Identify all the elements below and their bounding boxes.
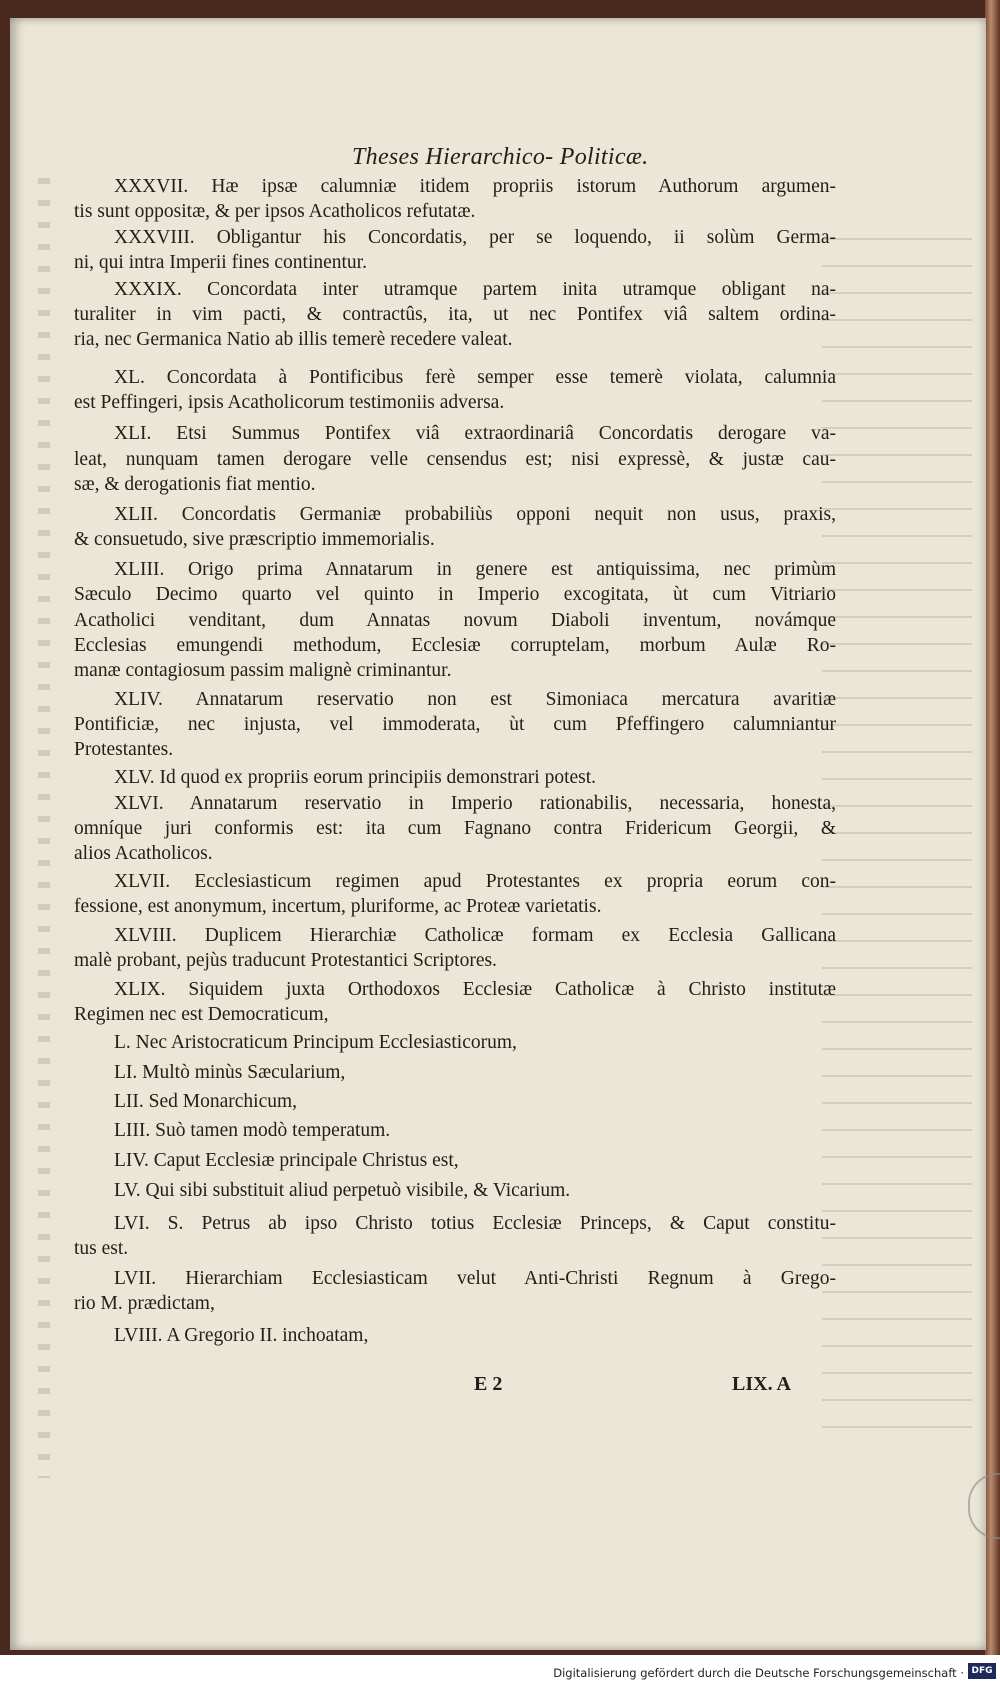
text-line: XXXIX. Concordata inter utramque partem inita utramque obligant na- <box>114 279 836 300</box>
text-line: ria, nec Germanica Natio ab illis temerè recedere valeat. <box>74 329 513 350</box>
running-heading: Theses Hierarchico- Politicæ. <box>352 144 649 170</box>
text-line: XLI. Etsi Summus Pontifex viâ extraordinariâ Concordatis derogare va- <box>114 423 836 444</box>
text-line: tis sunt oppositæ, & per ipsos Acatholicos refutatæ. <box>74 201 476 222</box>
text-line: LIV. Caput Ecclesiæ principale Christus est, <box>114 1150 459 1171</box>
text-line: est Peffingeri, ipsis Acatholicorum testimoniis adversa. <box>74 392 505 413</box>
page-clip <box>968 1473 1000 1539</box>
book-page <box>10 18 986 1650</box>
text-line: rio M. prædictam, <box>74 1293 215 1314</box>
text-line: leat, nunquam tamen derogare velle censendus est; nisi expressè, & justæ cau- <box>74 449 836 470</box>
text-line: LII. Sed Monarchicum, <box>114 1091 298 1112</box>
footer-credit: Digitalisierung gefördert durch die Deutsche Forschungsgemeinschaft · <box>553 1666 964 1680</box>
text-line: LI. Multò minùs Sæcularium, <box>114 1062 346 1083</box>
text-line: XLIII. Origo prima Annatarum in genere est antiquissima, nec primùm <box>114 559 836 580</box>
text-line: fessione, est anonymum, incertum, pluriforme, ac Proteæ varietatis. <box>74 896 602 917</box>
text-line: alios Acatholicos. <box>74 843 213 864</box>
text-line: ni, qui intra Imperii fines continentur. <box>74 252 367 273</box>
text-line: XXXVIII. Obligantur his Concordatis, per se loquendo, ii solùm Germa- <box>114 227 836 248</box>
text-line: XLVI. Annatarum reservatio in Imperio rationabilis, necessaria, honesta, <box>114 793 836 814</box>
text-line: Sæculo Decimo quarto vel quinto in Imperio excogitata, ùt cum Vitriario <box>74 584 836 605</box>
text-line: L. Nec Aristocraticum Principum Ecclesiasticorum, <box>114 1032 517 1053</box>
text-line: LVII. Hierarchiam Ecclesiasticam velut Anti-Christi Regnum à Grego- <box>114 1268 836 1289</box>
text-line: Protestantes. <box>74 739 174 760</box>
dfg-logo: DFG <box>968 1663 996 1679</box>
catchword: LIX. A <box>732 1373 791 1395</box>
show-through-text <box>822 238 972 1438</box>
text-line: LVIII. A Gregorio II. inchoatam, <box>114 1325 369 1346</box>
text-line: omníque juri conformis est: ita cum Fagnano contra Fridericum Georgii, & <box>74 818 836 839</box>
book-cover-edge <box>985 0 1000 1655</box>
signature-mark: E 2 <box>474 1373 503 1395</box>
text-line: Ecclesias emungendi methodum, Ecclesiæ corruptelam, morbum Aulæ Ro- <box>74 635 836 656</box>
text-line: sæ, & derogationis fiat mentio. <box>74 474 316 495</box>
text-line: LV. Qui sibi substituit aliud perpetuò visibile, & Vicarium. <box>114 1180 571 1201</box>
text-line: XXXVII. Hæ ipsæ calumniæ itidem propriis istorum Authorum argumen- <box>114 176 836 197</box>
gutter-shadow <box>38 178 50 1478</box>
text-line: malè probant, pejùs traducunt Protestantici Scriptores. <box>74 950 497 971</box>
text-line: XLVIII. Duplicem Hierarchiæ Catholicæ formam ex Ecclesia Gallicana <box>114 925 836 946</box>
text-line: XL. Concordata à Pontificibus ferè semper esse temerè violata, calumnia <box>114 367 836 388</box>
text-line: & consuetudo, sive præscriptio immemorialis. <box>74 529 435 550</box>
text-line: LIII. Suò tamen modò temperatum. <box>114 1120 391 1141</box>
text-line: XLIV. Annatarum reservatio non est Simoniaca mercatura avaritiæ <box>114 689 836 710</box>
text-line: XLIX. Siquidem juxta Orthodoxos Ecclesiæ Catholicæ à Christo institutæ <box>114 979 836 1000</box>
text-line: Acatholici venditant, dum Annatas novum Diaboli inventum, novámque <box>74 610 836 631</box>
text-line: tus est. <box>74 1238 129 1259</box>
text-line: XLV. Id quod ex propriis eorum principiis demonstrari potest. <box>114 767 597 788</box>
text-line: turaliter in vim pacti, & contractûs, ita, ut nec Pontifex viâ saltem ordina- <box>74 304 836 325</box>
text-line: Regimen nec est Democraticum, <box>74 1004 329 1025</box>
text-line: Pontificiæ, nec injusta, vel immoderata, ùt cum Pfeffingero calumniantur <box>74 714 836 735</box>
text-line: XLII. Concordatis Germaniæ probabiliùs opponi nequit non usus, praxis, <box>114 504 836 525</box>
text-line: LVI. S. Petrus ab ipso Christo totius Ecclesiæ Princeps, & Caput constitu- <box>114 1213 836 1234</box>
text-line: XLVII. Ecclesiasticum regimen apud Protestantes ex propria eorum con- <box>114 871 836 892</box>
text-line: manæ contagiosum passim malignè criminantur. <box>74 660 452 681</box>
